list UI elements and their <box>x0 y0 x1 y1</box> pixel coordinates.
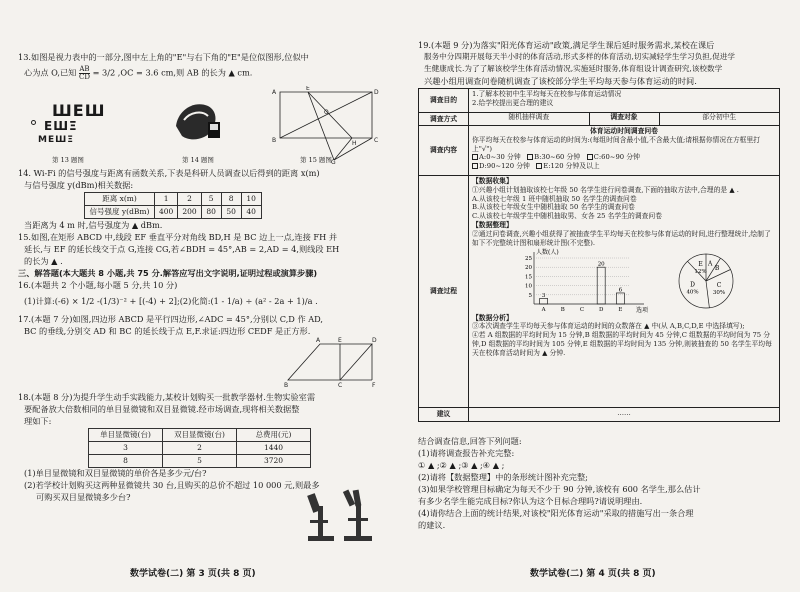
data-org-heading: 【数据整理】 <box>472 221 513 230</box>
svg-text:D: D <box>374 89 379 96</box>
eye-chart-figure <box>30 96 110 164</box>
eye-chart-row-1: ШΕШ <box>52 101 106 120</box>
q18-line2: 要配备放大倍数相同的单目显微镜和双目显微镜.经市场调查,现将相关数据整 <box>24 404 300 414</box>
bar <box>540 298 548 304</box>
data-label: 6 <box>618 287 623 294</box>
survey-label: 调查内容 <box>419 126 469 175</box>
q18-table-wrapper <box>88 428 311 468</box>
q18-sub1: (1)单目显微镜和双目显微镜的单价各是多少元/台? <box>24 468 207 478</box>
table-cell: 8 <box>221 193 241 206</box>
q15-line3: 的长为 ▲ . <box>24 256 63 266</box>
table-cell: 8 <box>89 455 163 468</box>
purpose-item: 2.给学校提出更合理的建议 <box>472 98 554 107</box>
method-label: 调查对象 <box>590 113 660 125</box>
options-row: A:0~30 分钟 B:30~60 分钟 C:60~90 分钟 <box>472 153 776 162</box>
svg-text:A: A <box>272 89 277 96</box>
q19-line4: 兴趣小组用调查问卷随机调查了该校部分学生平均每天参与体育运动的时间. <box>424 76 697 86</box>
q18-table <box>88 428 311 468</box>
x-tick-label: C <box>579 306 585 313</box>
q18-line1: 18.(本题 8 分)为提升学生动手实践能力,某校计划购买一批教学器材.生物实验室需 <box>18 392 316 402</box>
hand-icon <box>168 92 226 152</box>
table-cell: 200 <box>178 206 201 219</box>
table-row <box>85 206 262 219</box>
q15-line2: 延长,与 EF 的延长线交于点 G,连接 CG,若∠BDH = 45°,AB = 2,AD = 4,则线段 EH <box>24 244 340 254</box>
svg-text:F: F <box>372 382 376 389</box>
y-tick-label: 10 <box>525 283 532 290</box>
pie-slice-percent: 12% <box>694 268 707 275</box>
data-label: 3 <box>541 292 546 299</box>
survey-row-suggest <box>419 408 779 421</box>
q19-line2: 服务中分四期开展每天半小时的体育活动,形式多样的体育活动,切实减轻学生学习负担,促进学 <box>424 52 735 61</box>
svg-text:C: C <box>338 382 343 389</box>
checkbox-icon[interactable] <box>527 154 533 160</box>
y-tick-label: 15 <box>525 274 532 281</box>
table-row <box>89 442 311 455</box>
collect-option: B.从该校七年级女生中随机抽取 50 名学生的调查问卷 <box>472 203 635 212</box>
svg-text:O: O <box>324 109 329 116</box>
survey-label: 调查方式 <box>419 113 469 125</box>
table-cell: 5 <box>163 455 237 468</box>
microscope-icon <box>300 486 380 544</box>
parallelogram-icon <box>284 336 384 390</box>
bar-chart <box>512 248 662 314</box>
checkbox-icon[interactable] <box>536 163 542 169</box>
analysis-text-2: ④若 A 组数据的平均时间为 15 分钟,B 组数据的平均时间为 45 分钟,C 组数据的平均时间为 75 分钟,D 组数据的平均时间为 105 分钟,E 组数据的平均时间为 135 分钟,则被抽查的 50 名学生平均每天在校体育活动时间为 ▲ 分钟. <box>472 331 772 357</box>
survey-label: 调查过程 <box>419 176 469 407</box>
q19-after-3: (2)请将【数据整理】中的条形统计图补充完整; <box>418 472 588 482</box>
table-cell: 3720 <box>237 455 311 468</box>
survey-row-purpose <box>419 89 779 113</box>
survey-table <box>418 88 780 422</box>
pie-slice-edge <box>706 281 709 308</box>
q14-line1: 14. Wi-Fi 的信号强度与距离有函数关系,下表是科研人员调查以后得到的距离 x(m) <box>18 168 320 178</box>
q19-line3: 生健康成长.为了了解该校学生体育活动情况,实施延时服务,体育组设计调查研究,该校数学 <box>424 64 723 73</box>
point-o-icon <box>31 120 36 125</box>
data-collect-heading: 【数据收集】 <box>472 177 513 185</box>
left-footer: 数学试卷(二) 第 3 页(共 8 页) <box>130 568 256 579</box>
pie-slice-percent: 30% <box>712 289 726 296</box>
x-tick-label: D <box>598 306 604 313</box>
pie-slice-label: C <box>716 281 722 289</box>
caption-15: 第 15 题图 <box>300 156 332 164</box>
q19-after-2: ① ▲ ;② ▲ ;③ ▲ ;④ ▲ ; <box>418 460 505 470</box>
q13-line2: 心为点 O,已知 $\frac{AB}{CD}$ = 3/2 ,OC = 3.6 cm,则 AB 的长为 ▲ cm. <box>24 65 253 81</box>
table-row <box>85 193 262 206</box>
right-footer: 数学试卷(二) 第 4 页(共 8 页) <box>530 568 656 579</box>
q16-line1: 16.(本题共 2 个小题,每小题 5 分,共 10 分) <box>18 280 178 290</box>
parallelogram-figure <box>284 336 384 390</box>
section-3-header: 三、解答题(本大题共 8 小题,共 75 分.解答应写出文字说明,证明过程或演算步骤) <box>18 268 318 278</box>
pie-slice-label: E <box>698 260 703 268</box>
x-tick-label: E <box>618 306 623 313</box>
survey-label: 建议 <box>419 408 469 421</box>
rectangle-geometry-icon <box>268 86 388 164</box>
svg-text:H: H <box>352 140 357 147</box>
right-page <box>400 0 800 592</box>
suggest-text: …… <box>617 409 631 417</box>
q14-table <box>84 192 262 219</box>
table-header-cell: 双目显微镜(台) <box>163 429 237 442</box>
table-cell: 400 <box>155 206 178 219</box>
q19-after-1: (1)请将调查报告补充完整: <box>418 448 515 458</box>
caption-14: 第 14 题图 <box>182 156 214 164</box>
survey-row-process <box>419 176 779 408</box>
questionnaire-question: 你平均每天在校参与体育运动的时间为:(每组时间含最小值,不含最大值;请根据你情况在方框里打上"√") <box>472 135 761 153</box>
table-cell: 80 <box>201 206 221 219</box>
survey-label: 调查目的 <box>419 89 469 112</box>
q18-sub2b: 可购买双目显微镜多少台? <box>36 492 131 502</box>
q19-after-7: 的建议. <box>418 520 446 530</box>
q13-line1: 13.如图是视力表中的一部分,图中左上角的"E"与右下角的"E"是位似图形,位似中 <box>18 52 309 62</box>
questionnaire-title: 体育运动时间调查问卷 <box>590 127 658 135</box>
charts-container <box>472 248 776 314</box>
table-cell: 2 <box>163 442 237 455</box>
q14-line2: 与信号强度 y(dBm)相关数据: <box>24 180 134 190</box>
collect-option: A.从该校七年级 1 班中随机抽取 50 名学生的调查问卷 <box>472 194 637 203</box>
q19-after-4: (3)如果学校管理目标确定为每天不少于 90 分钟,该校有 600 名学生,那么估计 <box>418 484 701 494</box>
x-axis-label: 选项 <box>636 306 649 314</box>
caption-13: 第 13 题图 <box>52 156 84 164</box>
method-value: 随机抽样调查 <box>469 113 590 125</box>
data-label: 20 <box>597 261 605 268</box>
table-cell: 50 <box>221 206 241 219</box>
y-tick-label: 5 <box>528 292 532 299</box>
table-cell: 距离 x(m) <box>85 193 155 206</box>
table-cell: 10 <box>241 193 261 206</box>
q19-after-6: (4)请你结合上面的统计结果,对该校"阳光体育运动"采取的措施写出一条合理 <box>418 508 694 518</box>
table-cell: 5 <box>201 193 221 206</box>
table-cell: 信号强度 y(dBm) <box>85 206 155 219</box>
svg-text:E: E <box>306 86 310 92</box>
table-row <box>89 455 311 468</box>
method-target: 部分初中生 <box>702 113 737 121</box>
purpose-item: 1.了解本校初中生平均每天在校参与体育运动情况 <box>472 90 622 98</box>
q17-line2: BC 的垂线,分别交 AD 和 BC 的延长线于点 E,F.求证:四边形 CEDF 是正方形. <box>24 326 311 336</box>
checkbox-icon[interactable] <box>472 154 478 160</box>
table-header-cell: 单目显微镜(台) <box>89 429 163 442</box>
x-tick-label: B <box>560 306 565 313</box>
eye-chart-row-3: ΜΕШΞ <box>38 135 74 145</box>
svg-text:G: G <box>331 159 336 164</box>
analysis-text-1: ③本次调查学生平均每天参与体育运动的时间的众数落在 ▲ 中(从 A,B,C,D,E 中选择填写); <box>472 322 745 331</box>
x-tick-label: A <box>541 306 546 313</box>
eye-chart-row-2: ΕШΞ <box>44 119 78 133</box>
q15-line1: 15.如图,在矩形 ABCD 中,线段 EF 垂直平分对角线 BD,H 是 BC 边上一点,连接 FH 并 <box>18 232 338 242</box>
pie-slice-label: A <box>707 260 713 268</box>
table-cell: 1440 <box>237 442 311 455</box>
svg-text:E: E <box>338 337 342 344</box>
q19-after-0: 结合调查信息,回答下列问题: <box>418 436 522 446</box>
svg-text:A: A <box>316 337 321 344</box>
y-tick-label: 20 <box>525 264 532 271</box>
table-cell: 40 <box>241 206 261 219</box>
svg-text:C: C <box>374 137 379 144</box>
q16-line2: (1)计算:(-6) × 1/2 -(1/3)⁻² + [(-4) + 2];(2)化简:(1 - 1/a) ÷ (a² - 2a + 1)/a . <box>24 296 318 306</box>
q19-line1: 19.(本题 9 分)为落实"阳光体育运动"政策,满足学生课后延时服务需求,某校在课后 <box>418 40 715 50</box>
rectangle-figure <box>268 86 388 164</box>
q14-line3: 当距离为 4 m 时,信号强度为 ▲ dBm. <box>24 220 163 230</box>
q19-after-5: 有多少名学生能完成目标?你认为这个目标合理吗?请说明理由. <box>418 496 643 506</box>
q14-table-wrapper <box>84 192 262 219</box>
collect-text: ①兴趣小组计划抽取该校七年级 50 名学生进行问卷调查,下面的抽取方法中,合理的是 ▲ . <box>472 185 739 194</box>
q18-sub2: (2)若学校计划购买这两种显微镜共 30 台,且购买的总价不超过 10 000 元,则最多 <box>24 480 320 490</box>
org-text: ②通过问卷调查,兴趣小组获得了被抽查学生平均每天在校参与体育运动的时间,进行整理统计,绘制了如下不完整统计图和扇形统计图(不完整). <box>472 229 771 247</box>
options-row: D:90~120 分钟 E:120 分钟及以上 <box>472 162 776 171</box>
table-cell: 3 <box>89 442 163 455</box>
survey-row-content <box>419 126 779 176</box>
collect-option: C.从该校七年级学生中随机抽取男、女各 25 名学生的调查问卷 <box>472 212 663 221</box>
checkbox-icon[interactable] <box>472 163 478 169</box>
pie-slice-label: B <box>714 264 720 272</box>
q17-line1: 17.(本题 7 分)如图,四边形 ABCD 是平行四边形,∠ADC = 45°,分别以 C,D 作 AD, <box>18 314 324 324</box>
survey-row-method <box>419 113 779 126</box>
data-analysis-heading: 【数据分析】 <box>472 313 513 322</box>
microscope-figure <box>300 486 380 544</box>
pie-slice-percent: 40% <box>686 288 699 295</box>
svg-text:B: B <box>272 137 277 144</box>
svg-text:D: D <box>372 337 377 344</box>
y-axis-label: 人数(人) <box>536 248 559 256</box>
pie-chart <box>672 248 742 314</box>
table-cell: 1 <box>155 193 178 206</box>
q18-line3: 理如下: <box>24 416 52 426</box>
hand-wifi-figure <box>168 92 226 152</box>
y-tick-label: 25 <box>525 255 532 262</box>
pie-slice-label: D <box>690 280 695 288</box>
svg-text:B: B <box>284 382 289 389</box>
table-cell: 2 <box>178 193 201 206</box>
table-header-cell: 总费用(元) <box>237 429 311 442</box>
checkbox-icon[interactable] <box>587 154 593 160</box>
table-row <box>89 429 311 442</box>
